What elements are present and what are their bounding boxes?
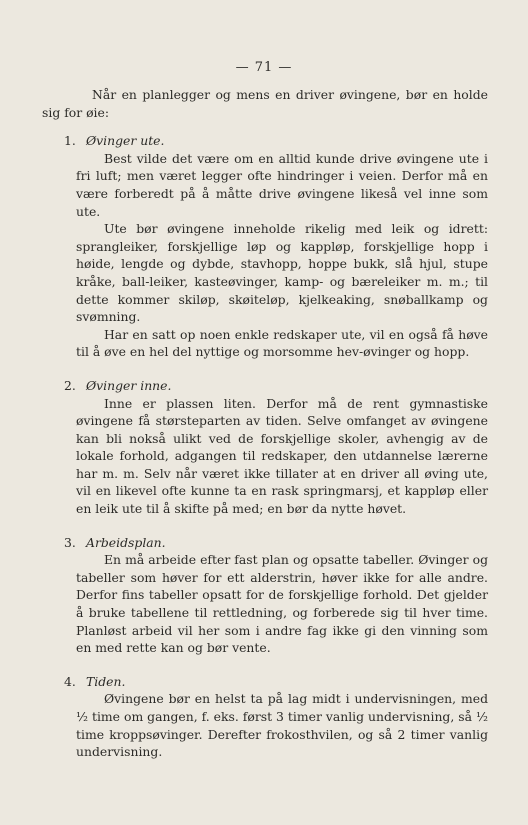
section-number: 2. [64, 377, 76, 393]
section-title: Øvinger inne. [86, 377, 172, 393]
paragraph: Best vilde det være om en alltid kunde drive øvingene ute i fri luft; men været legger ofte hindringer i veien. Derfor må en være forberedt på å måtte drive øvingene likeså vel inne som ute. [76, 150, 488, 219]
paragraph: En må arbeide efter fast plan og opsatte tabeller. Øvinger og tabeller som høver for ett alderstrin, høver ikke for alle andre. Derfor fins tabeller opsatt for de forskjellige forhold. Det gjelder å bruke tabellene til rettledning, og forberede sig til hver time. Planløst arbeid vil her som i andre fag ikke gi den vinning som en med rette kan og bør vente. [76, 552, 488, 656]
section-2 [42, 377, 488, 518]
section-4 [42, 673, 488, 761]
section-title: Øvinger ute. [86, 133, 165, 149]
intro-paragraph: Når en planlegger og mens en driver øvingene, bør en holde sig for øie: [42, 87, 488, 120]
section-number: 3. [64, 534, 76, 550]
section-number: 4. [64, 673, 76, 689]
paragraph: Ute bør øvingene inneholde rikelig med leik og idrett: sprangleiker, forskjellige løp og kappløp, forskjellige hopp i høide, lengde og dybde, stavhopp, hoppe bukk, slå hjul, stupe kråke, ball-leiker, kasteøvinger, kamp- og bæreleiker m. m.; til dette kommer skiløp, skøiteløp, kjelkeaking, snøballkamp og svømning. [76, 221, 488, 325]
paragraph: Har en satt op noen enkle redskaper ute, vil en også få høve til å øve en hel del nyttige og morsomme hev-øvinger og hopp. [76, 326, 488, 360]
paragraph: Øvingene bør en helst ta på lag midt i undervisningen, med ½ time om gangen, f. eks. først 3 timer vanlig undervisning, så ½ time kroppsøvinger. Derefter frokosthvilen, og så 2 timer vanlig undervisning. [76, 691, 488, 760]
page-text [42, 86, 488, 761]
paragraph: Inne er plassen liten. Derfor må de rent gymnastiske øvingene få størsteparten av tiden. Selve omfanget av øvingene kan bli nokså ulikt ved de forskjellige skoler, avhengig av de lokale forhold, adgangen til redskaper, den utdannelse lærerne har m. m. Selv når været ikke tillater at en driver all øving ute, vil en likevel ofte kunne ta en rask springmarsj, et kappløp eller en leik ute til å skifte på med; en bør da nytte høvet. [76, 395, 488, 517]
section-heading [42, 673, 488, 691]
section-heading [42, 132, 488, 150]
section-title: Arbeidsplan. [86, 534, 166, 550]
section-1 [42, 132, 488, 361]
section-heading [42, 377, 488, 395]
section-number: 1. [64, 133, 76, 149]
section-title: Tiden. [86, 673, 126, 689]
section-heading [42, 534, 488, 552]
page-number: — 71 — [235, 60, 293, 75]
section-3 [42, 534, 488, 657]
